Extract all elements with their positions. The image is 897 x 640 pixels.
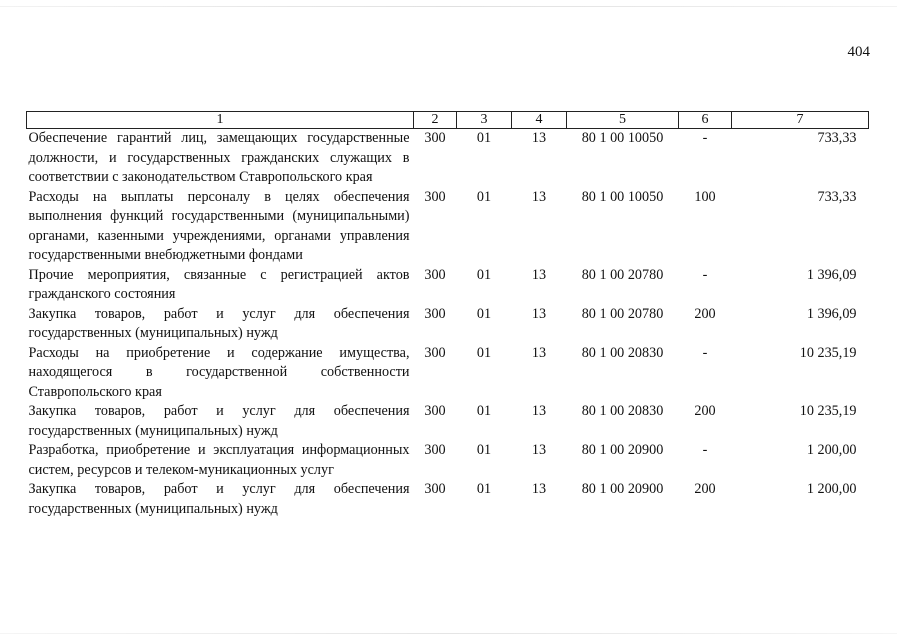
header-col-7: 7	[732, 112, 869, 129]
row-target-article: 80 1 00 20780	[581, 266, 664, 283]
row-subsection-code: 13	[531, 442, 547, 458]
row-expense-type: -	[702, 266, 708, 283]
row-name: Прочие мероприятия, связанные с регистрацией актов гражданского состояния	[28, 266, 410, 302]
row-amount: 1 200,00	[806, 442, 857, 458]
row-ministry-code: 300	[424, 481, 446, 497]
header-col-1: 1	[27, 112, 414, 129]
row-subsection-code: 13	[531, 403, 547, 419]
table-body	[27, 129, 869, 520]
header-col-2: 2	[414, 112, 457, 129]
row-amount: 10 235,19	[799, 403, 857, 419]
table-row	[27, 129, 869, 188]
row-section-code: 01	[476, 266, 492, 283]
row-target-article: 80 1 00 20900	[581, 481, 664, 497]
row-section-code: 01	[476, 344, 492, 361]
row-ministry-code: 300	[424, 344, 446, 361]
row-target-article: 80 1 00 10050	[581, 188, 664, 205]
row-amount: 1 200,00	[806, 481, 857, 497]
header-row	[27, 112, 869, 129]
row-section-code: 01	[476, 130, 492, 146]
row-name: Расходы на выплаты персоналу в целях обеспечения выполнения функций государственными (муниципальными) органами, казенными учреждениями, органами управления государственными внебюджетными фондами	[28, 188, 410, 263]
row-section-code: 01	[476, 442, 492, 458]
page-number: 404	[847, 44, 870, 60]
row-amount: 733,33	[817, 188, 857, 205]
budget-table	[26, 111, 869, 519]
row-ministry-code: 300	[424, 266, 446, 283]
row-name: Закупка товаров, работ и услуг для обеспечения государственных (муниципальных) нужд	[28, 481, 410, 517]
row-expense-type: -	[702, 130, 708, 146]
row-section-code: 01	[476, 403, 492, 419]
row-target-article: 80 1 00 20830	[581, 344, 664, 361]
row-target-article: 80 1 00 10050	[581, 130, 664, 146]
table-row	[27, 305, 869, 344]
row-subsection-code: 13	[531, 130, 547, 146]
row-amount: 1 396,09	[806, 305, 857, 322]
header-col-3: 3	[457, 112, 512, 129]
row-expense-type: 100	[694, 188, 716, 205]
row-subsection-code: 13	[531, 344, 547, 361]
row-ministry-code: 300	[424, 130, 446, 146]
row-ministry-code: 300	[424, 442, 446, 458]
row-expense-type: 200	[694, 403, 716, 419]
row-ministry-code: 300	[424, 403, 446, 419]
row-target-article: 80 1 00 20900	[581, 442, 664, 458]
row-name: Закупка товаров, работ и услуг для обеспечения государственных (муниципальных) нужд	[28, 403, 410, 439]
header-col-5: 5	[567, 112, 679, 129]
row-section-code: 01	[476, 188, 492, 205]
row-section-code: 01	[476, 305, 492, 322]
row-name: Обеспечение гарантий лиц, замещающих государственные должности, и государственных гражданских служащих в соответствии с законодательством Ставропольского края	[28, 130, 410, 185]
row-expense-type: -	[702, 344, 708, 361]
row-subsection-code: 13	[531, 481, 547, 497]
row-amount: 733,33	[817, 130, 857, 146]
table-row	[27, 480, 869, 519]
row-ministry-code: 300	[424, 305, 446, 322]
table-row	[27, 344, 869, 403]
row-expense-type: 200	[694, 305, 716, 322]
header-col-4: 4	[512, 112, 567, 129]
scan-edge-bottom	[0, 633, 897, 634]
row-target-article: 80 1 00 20780	[581, 305, 664, 322]
row-name: Разработка, приобретение и эксплуатация информационных систем, ресурсов и телеком-муникационных услуг	[28, 442, 410, 478]
table-header	[27, 112, 869, 129]
row-section-code: 01	[476, 481, 492, 497]
row-name: Закупка товаров, работ и услуг для обеспечения государственных (муниципальных) нужд	[28, 305, 410, 341]
row-amount: 1 396,09	[806, 266, 857, 283]
table-row	[27, 402, 869, 441]
table-row	[27, 266, 869, 305]
row-subsection-code: 13	[531, 266, 547, 283]
scan-edge-top	[0, 6, 897, 7]
row-ministry-code: 300	[424, 188, 446, 205]
row-expense-type: -	[702, 442, 708, 458]
row-name: Расходы на приобретение и содержание имущества, находящегося в государственной собственности Ставропольского края	[28, 344, 410, 400]
row-expense-type: 200	[694, 481, 716, 497]
row-subsection-code: 13	[531, 305, 547, 322]
row-amount: 10 235,19	[799, 344, 857, 361]
table-row	[27, 188, 869, 266]
header-col-6: 6	[679, 112, 732, 129]
row-subsection-code: 13	[531, 188, 547, 205]
row-target-article: 80 1 00 20830	[581, 403, 664, 419]
table-row	[27, 441, 869, 480]
